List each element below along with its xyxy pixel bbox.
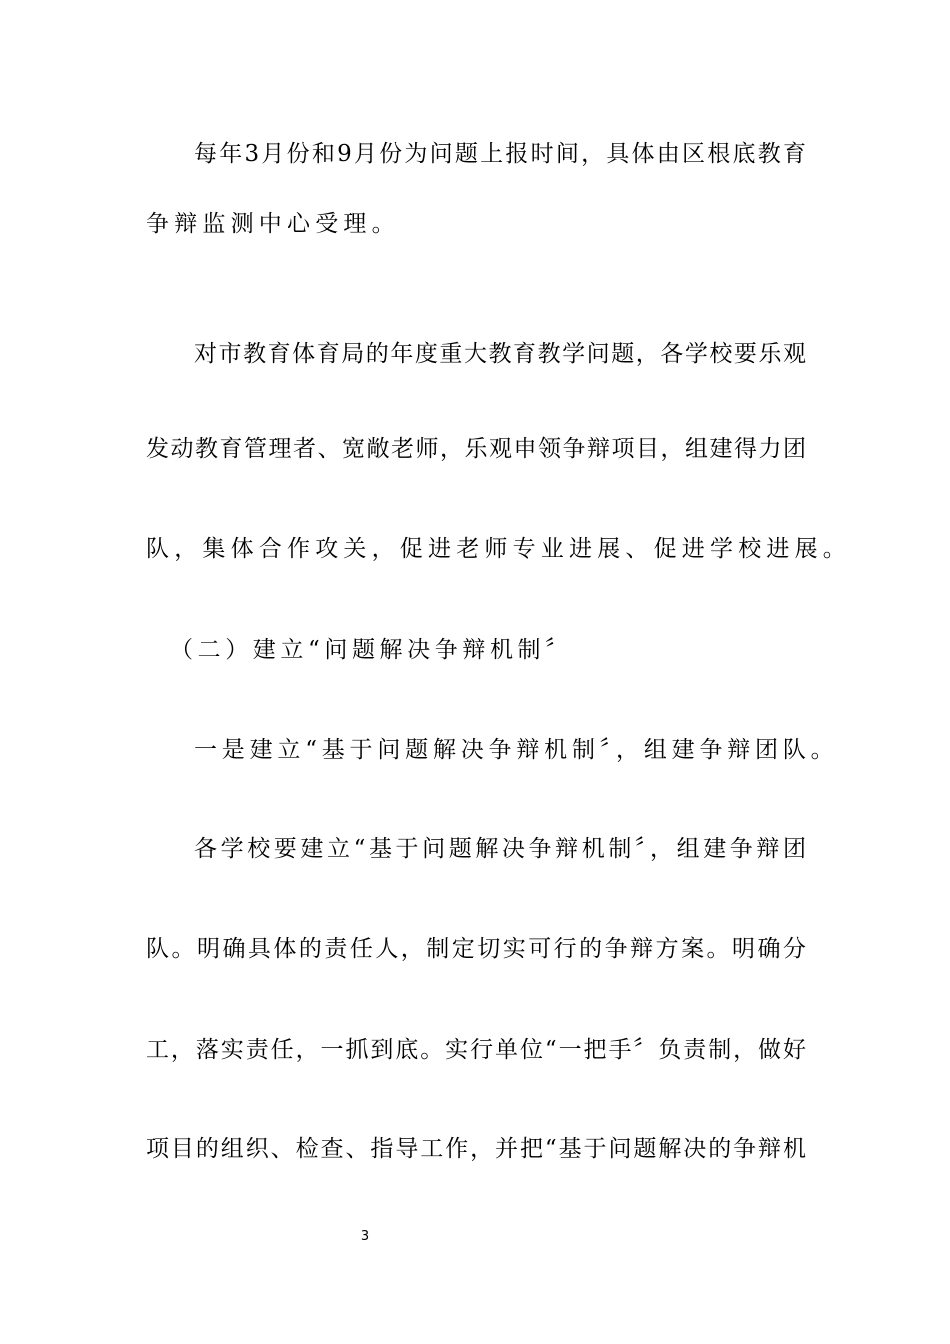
paragraph-line: 项目的组织、检查、指导工作，并把“基于问题解决的争辩机	[146, 1136, 806, 1162]
paragraph-line: 每年3月份和9月份为问题上报时间，具体由区根底教育	[194, 141, 806, 167]
paragraph-line: 队，集体合作攻关，促进老师专业进展、促进学校进展。	[146, 536, 851, 562]
paragraph-line: 一是建立“基于问题解决争辩机制〞，组建争辩团队。	[194, 737, 839, 763]
paragraph-line: 工，落实责任，一抓到底。实行单位“一把手〞负责制，做好	[146, 1037, 806, 1063]
paragraph-line: 对市教育体育局的年度重大教育教学问题，各学校要乐观	[194, 341, 806, 367]
paragraph-line: 各学校要建立“基于问题解决争辩机制〞，组建争辩团	[194, 836, 806, 862]
paragraph-line: 队。明确具体的责任人，制定切实可行的争辩方案。明确分	[146, 936, 806, 962]
page-number: 3	[360, 1229, 370, 1244]
paragraph-line: 发动教育管理者、宽敞老师，乐观申领争辩项目，组建得力团	[146, 436, 806, 462]
section-heading: （二）建立“问题解决争辩机制〞	[170, 637, 573, 663]
paragraph-line: 争辩监测中心受理。	[146, 211, 400, 237]
